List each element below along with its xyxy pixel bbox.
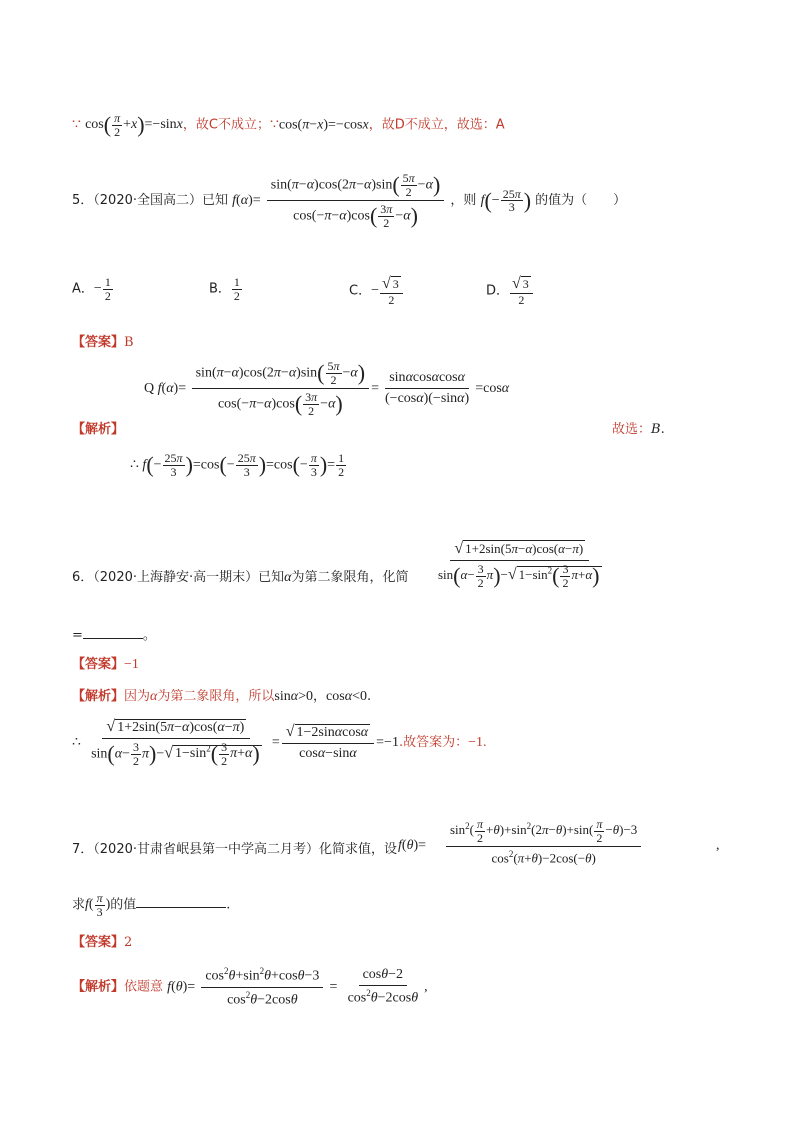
question-5-stem: 5．（2020·全国高二）已知 f(α)= sin(π−α)cos(2π−α)sin( $\frac{5\pi}{2}$ −α) cos(−π−α)cos( $\frac{3\pi}{2}$ −α) ，则 f(− $\frac{25\pi}{3}$ ) 的值为（ ） [72,171,627,230]
question-7-ask: 求f( $\frac{\pi}{3}$ )的值 . [72,891,231,919]
analysis-5-conclusion: 故选：B. [612,422,665,437]
question-5-answer [72,331,134,350]
question-7-analysis: 【解析】依题意 f(θ)= $\frac{\cos^2\theta+\sin^2\theta+\cos\theta-3}{\cos^2\theta-2\cos\theta}$ = $\frac{\cos\theta-2}{\cos^2\theta-2\cos\theta}$ , [72,966,428,1008]
document-page: ∵ cos( $\frac{\pi}{2}$ +x)=−sinx，故C不成立；∵cos(π−x)=−cosx，故D不成立，故选：A 5．（2020·全国高二）已知 f(α)= sin(π−α)cos(2π−α)sin( $\frac{5\pi}{2}$ −α) cos(−π−α)cos( $\frac{3\pi}{2}$ −α) ，则 f(− $\frac{25\pi}{3}$ ) 的值为（ ） A．− $\frac{1}{2}$ B． $\frac{1}{2}$ C．− $\frac{√ 3}{2}$ D． $\frac{√ 3}{2}$ 【答案】B 【解析】 Q f(α)= sin(π−α)cos(2π−α)sin( $\frac{5\pi}{2}$ −α) cos(−π−α)cos( $\frac{3\pi}{2}$ −α) = $\frac{\sin\alpha\cos\alpha\cos\alpha}{(-\cos\alpha)(-\sin\alpha)}$ =cosα 故选：B. ∴ f(− $\frac{25\pi}{3}$ )=cos(− $\frac{25\pi}{3}$ )=cos(− $\frac{\pi}{3}$ )= $\frac{1}{2}$ 6．（2020·上海静安·高一期末）已知α为第二象限角，化简 √ 1+2sin(5π−α)cos(α−π) sin(α− $\frac{3}{2}$ π)−√ $1-\sin^2$( $\frac{3}{2}$ π+α) = 。 【答案】−1 【解析】因为α为第二象限角，所以sinα>0，cosα<0. ∴ √ 1+2sin(5π−α)cos(α−π) sin(α− $\frac{3}{2}$ π)−√ $1-\sin^2$( $\frac{3}{2}$ π+α) = $\frac{√ 1-2\sin\alpha\cos\alpha}{\cos\alpha-\sin\alpha}$ =−1.故答案为：−1. 7．（2020·甘肃省岷县第一中学高二月考）化简求值，设 f(θ)= $\sin^2$( $\frac{\pi}{2}$ $+\theta)+\sin^2(2\pi-\theta)+\sin$( $\frac{\pi}{2}$ −θ)−3 $\cos^2(\pi+\theta)-2\cos(-\theta)$ , 求f( $\frac{\pi}{3}$ )的值 . 【答案】2 【解析】依题意 f(θ)= $\frac{\cos^2\theta+\sin^2\theta+\cos\theta-3}{\cos^2\theta-2\cos\theta}$ = $\frac{\cos\theta-2}{\cos^2\theta-2\cos\theta}$ , [72,111,720,1008]
question-6-analysis: 【解析】因为α为第二象限角，所以sinα>0，cosα<0. [72,689,372,704]
question-7-answer: 【答案】2 [72,935,133,950]
condition-c-text: ，故C不成立； [182,117,270,133]
question-5-suffix: 的值为（ ） [535,193,627,209]
question-6-derivation: ∴ √ 1+2sin(5π−α)cos(α−π) sin(α− $\frac{3}{2}$ π)−√ $1-\sin^2$( $\frac{3}{2}$ π+α) = $\frac{√ 1-2\sin\alpha\cos\alpha}{\cos\alpha-\sin\alpha}$ =−1.故答案为：−1. [72,718,487,768]
question-5-mid: ，则 [450,193,477,209]
question-6-fraction: √ 1+2sin(5π−α)cos(α−π) sin(α− $\frac{3}{2}$ π)−√ $1-\sin^2$( $\frac{3}{2}$ π+α) [438,540,600,590]
question-7-fraction: $\sin^2$( $\frac{\pi}{2}$ $+\theta)+\sin^2(2\pi-\theta)+\sin$( $\frac{\pi}{2}$ −θ)−3 $\cos^2(\pi+\theta)-2\cos(-\theta)$ [446,818,641,867]
option-c: C．− $\frac{√ 3}{2}$ [349,276,404,306]
option-b: B． $\frac{1}{2}$ [209,275,240,303]
question-5-prefix: 5．（2020·全国高二）已知 [72,193,228,209]
analysis-5-line1: Q f(α)= sin(π−α)cos(2π−α)sin( $\frac{5\pi}{2}$ −α) cos(−π−α)cos( $\frac{3\pi}{2}$ −α) = $\frac{\sin\alpha\cos\alpha\cos\alpha}{(-\cos\alpha)(-\sin\alpha)}$ =cosα [144,359,510,418]
question-6-prefix: 6．（2020·上海静安·高一期末）已知α为第二象限角，化简 [72,570,409,585]
question-7-prefix: 7．（2020·甘肃省岷县第一中学高二月考）化简求值，设 [72,842,397,857]
answer-tag: 【答案】 [72,335,125,350]
option-d: D． $\frac{√ 3}{2}$ [486,276,534,306]
question-6-answer: 【答案】−1 [72,657,139,672]
option-a: A．− $\frac{1}{2}$ [72,275,111,303]
question-5-fraction: sin(π−α)cos(2π−α)sin( $\frac{5\pi}{2}$ −α) cos(−π−α)cos( $\frac{3\pi}{2}$ −α) [267,172,445,229]
analysis-tag: 【解析】 [72,422,125,437]
analysis-5-line2: ∴ f(− $\frac{25\pi}{3}$ )=cos(− $\frac{25\pi}{3}$ )=cos(− $\frac{\pi}{3}$ )= $\frac{1}{2}$ [130,451,345,479]
question-6-blank: = 。 [72,628,156,643]
answer-value: B [124,335,134,350]
condition-d-text: ，故D不成立，故选：A [368,117,505,133]
previous-solution-tail: ∵ cos( $\frac{\pi}{2}$ +x)=−sinx，故C不成立；∵cos(π−x)=−cosx，故D不成立，故选：A [72,111,505,139]
